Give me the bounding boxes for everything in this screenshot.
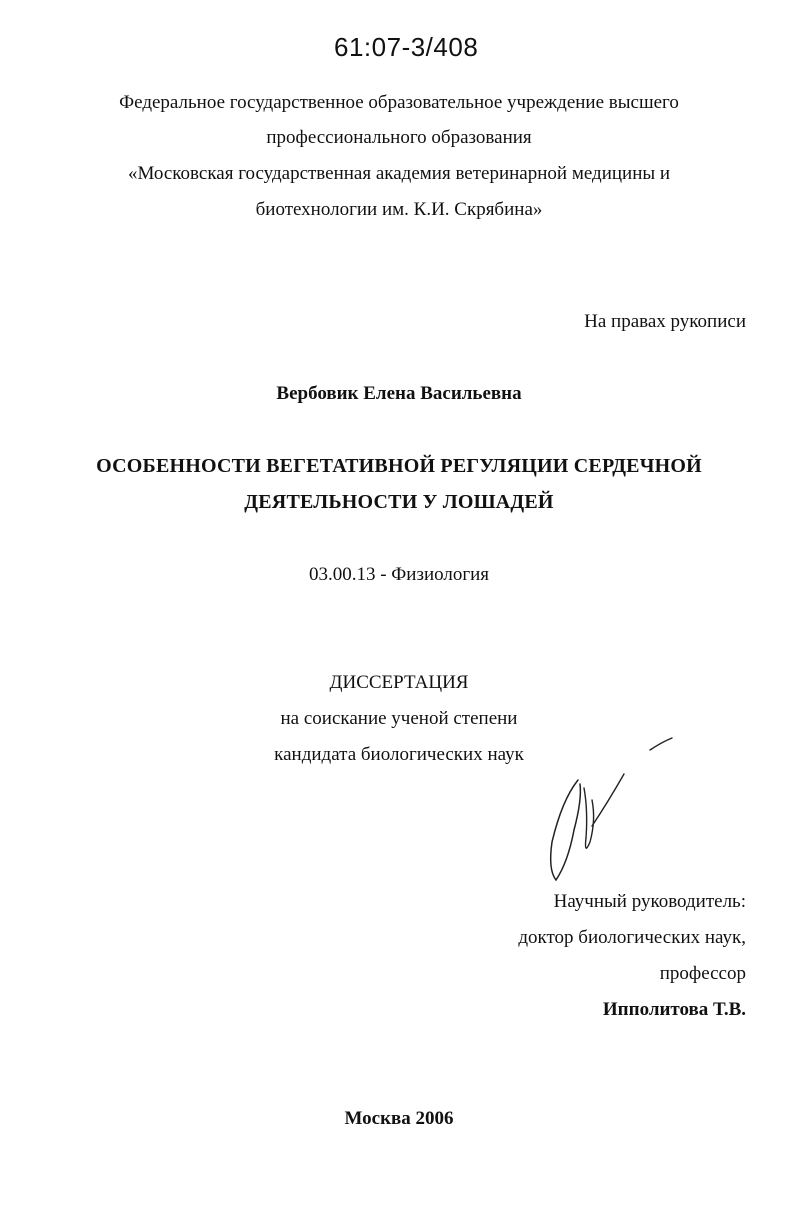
handwritten-signature [538, 730, 678, 890]
supervisor-degree: доктор биологических наук, [518, 927, 746, 948]
work-type-line-1: на соискание ученой степени [280, 708, 518, 729]
archive-code: 61:07-3/408 [334, 32, 479, 62]
work-type-line-2: кандидата биологических наук [274, 744, 524, 765]
work-type-label: ДИССЕРТАЦИЯ [329, 672, 469, 693]
supervisor-name: Ипполитова Т.В. [602, 999, 746, 1020]
institution-line-3: «Московская государственная академия ветеринарной медицины и [127, 163, 671, 184]
supervisor-rank: профессор [659, 963, 746, 984]
title-line-1: ОСОБЕННОСТИ ВЕГЕТАТИВНОЙ РЕГУЛЯЦИИ СЕРДЕЧНОЙ [96, 455, 702, 477]
institution-line-4: биотехнологии им. К.И. Скрябина» [255, 199, 543, 220]
rights-note: На правах рукописи [584, 311, 746, 332]
author-name: Вербовик Елена Васильевна [276, 383, 522, 404]
supervisor-label: Научный руководитель: [553, 891, 746, 912]
institution-line-2: профессионального образования [266, 127, 532, 148]
specialty: 03.00.13 - Физиология [308, 564, 490, 585]
city-year: Москва 2006 [344, 1108, 454, 1129]
title-line-2: ДЕЯТЕЛЬНОСТИ У ЛОШАДЕЙ [244, 491, 554, 513]
institution-line-1: Федеральное государственное образовательное учреждение высшего [119, 92, 679, 113]
